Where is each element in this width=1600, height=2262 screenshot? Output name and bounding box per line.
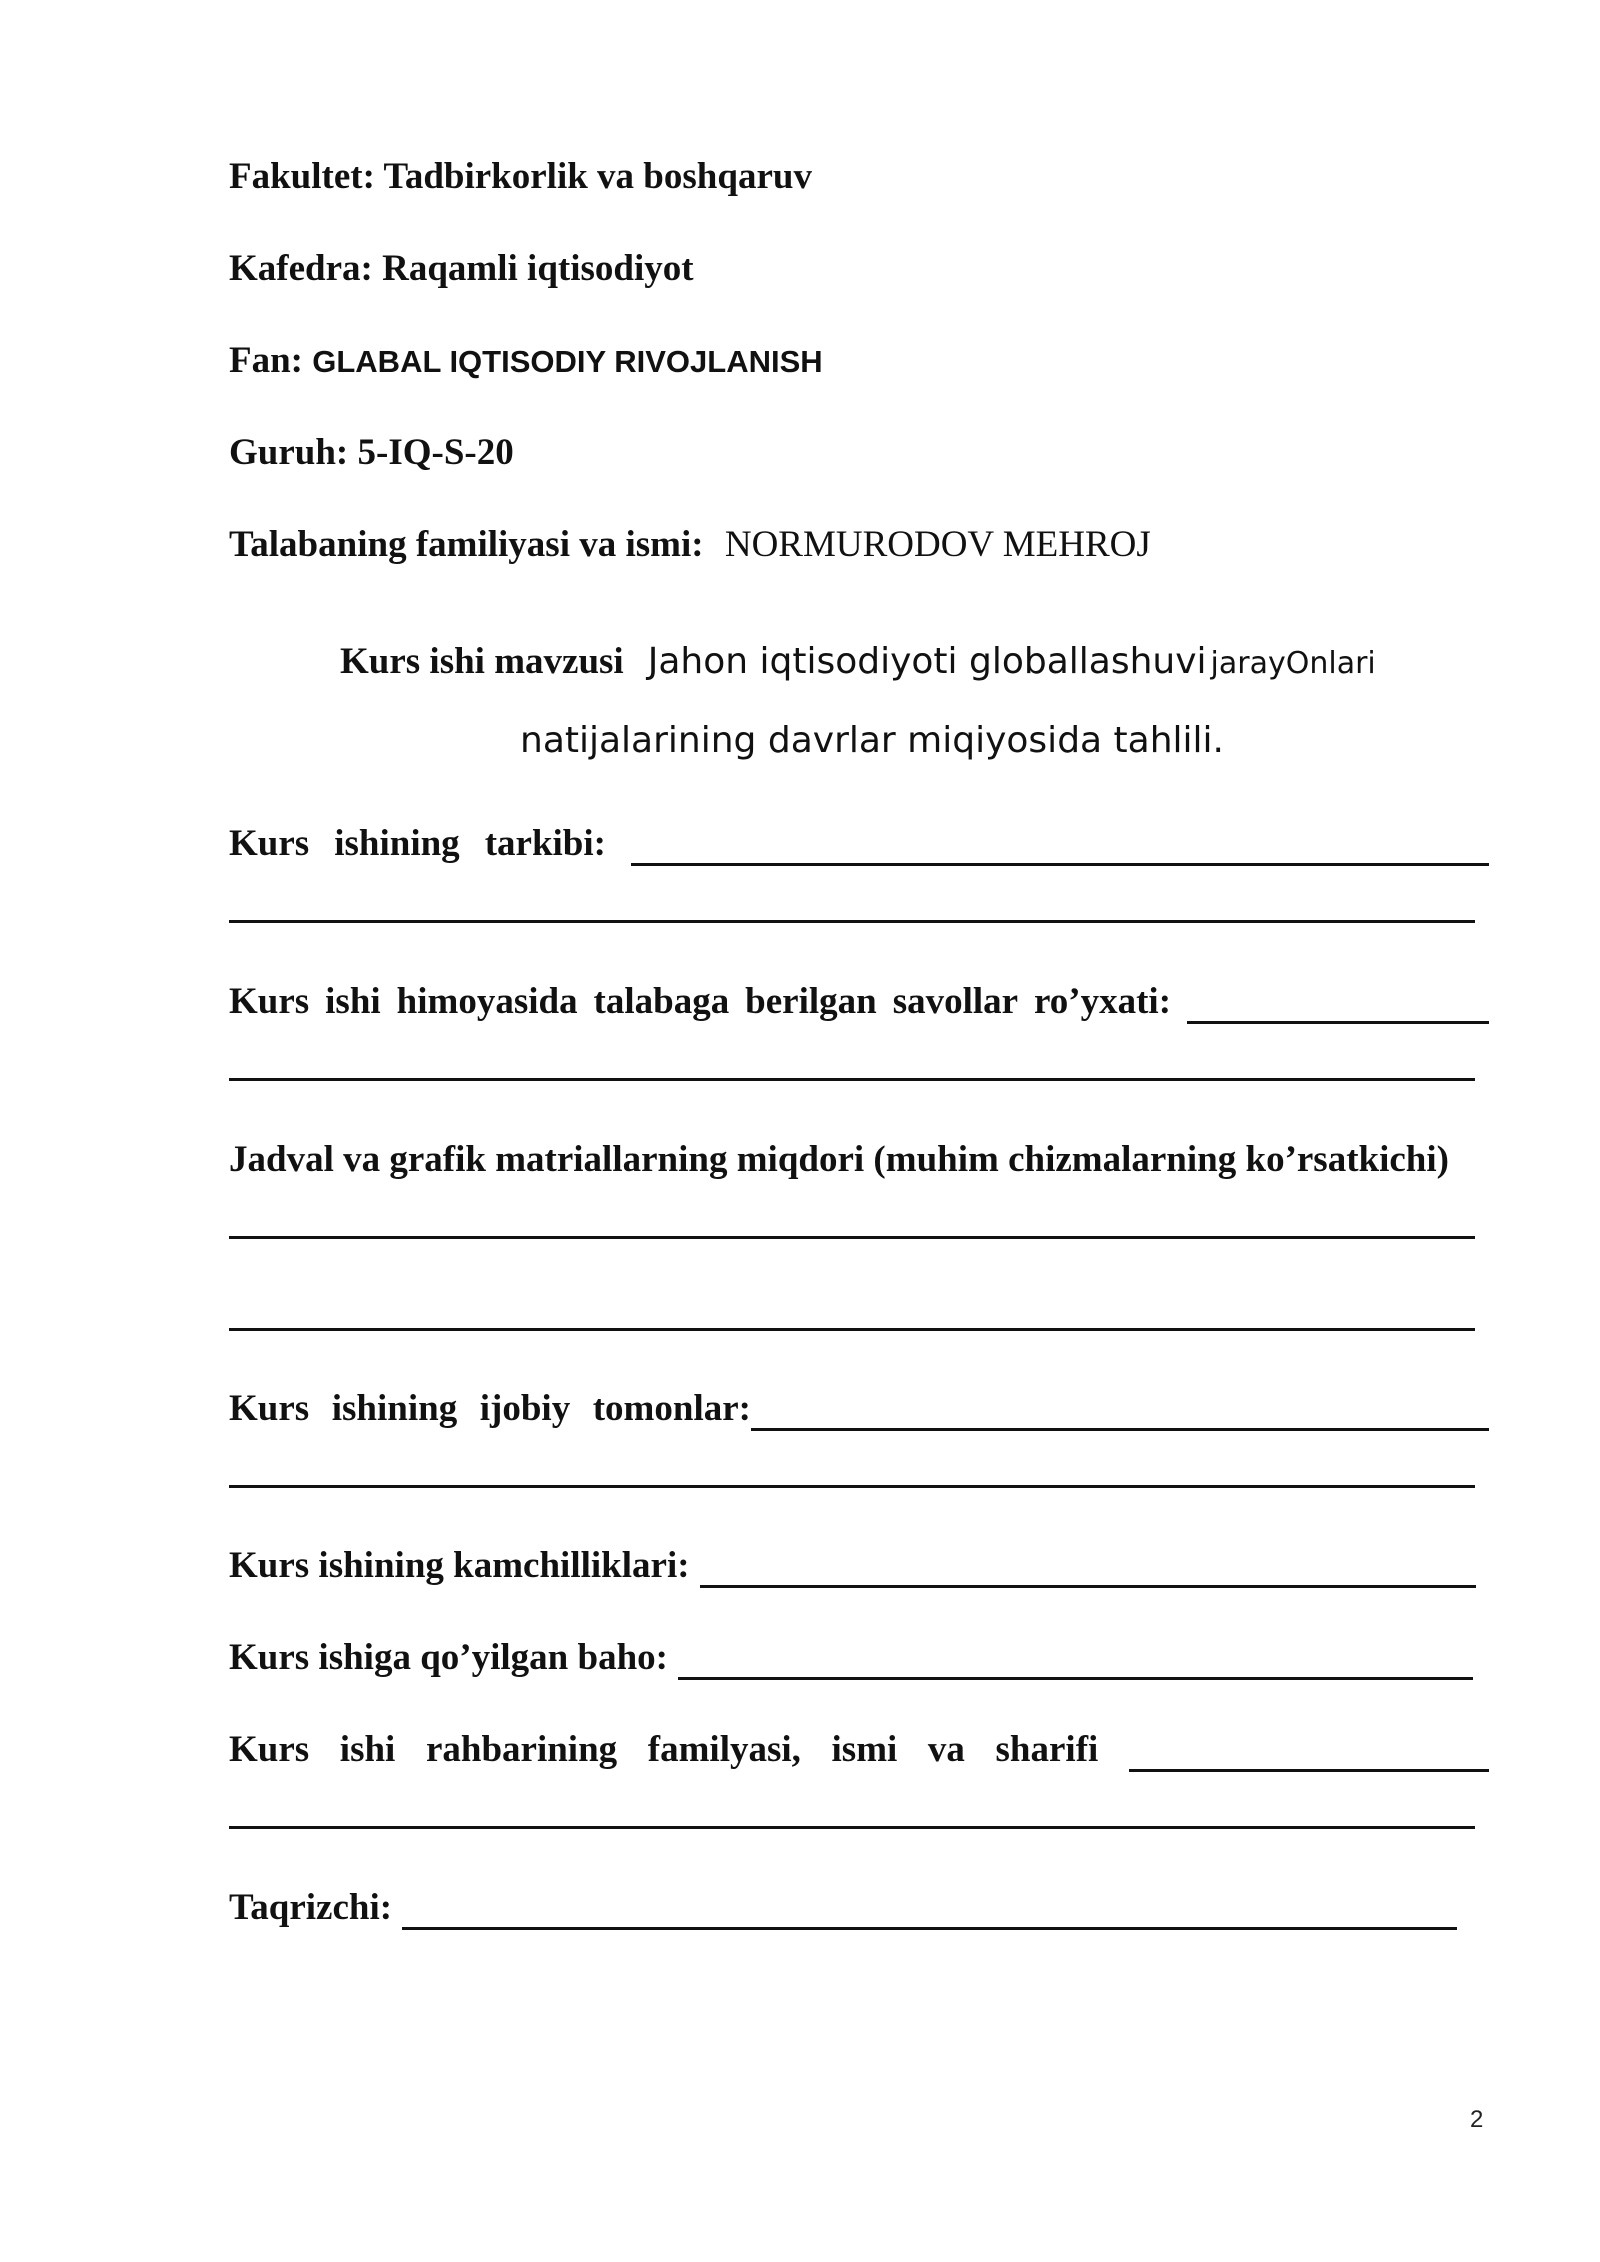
savollar-word-3: himoyasida xyxy=(396,981,578,1022)
tarkibi-blank-2 xyxy=(229,920,1475,923)
rahbar-blank xyxy=(1129,1769,1489,1772)
talaba-value: NORMURODOV MEHROJ xyxy=(724,524,1151,565)
ijobiy-word-4: tomonlar: xyxy=(592,1388,751,1429)
savollar-blank-2 xyxy=(229,1078,1475,1081)
baho-blank xyxy=(678,1677,1473,1680)
baho-label: Kurs ishiga qo’yilgan baho: xyxy=(229,1637,668,1678)
guruh-line xyxy=(229,434,514,471)
savollar-blank xyxy=(1187,1021,1489,1024)
kamchilliklari-label: Kurs ishining kamchilliklari: xyxy=(229,1545,690,1586)
ijobiy-blank xyxy=(751,1428,1489,1431)
jadval-blank-2 xyxy=(229,1328,1475,1331)
kamchilliklari-line xyxy=(229,1547,1476,1584)
kafedra-value: Raqamli iqtisodiyot xyxy=(382,248,694,289)
rahbar-word-7: sharifi xyxy=(995,1729,1099,1770)
ijobiy-word-2: ishining xyxy=(331,1388,458,1429)
guruh-label: Guruh: xyxy=(229,432,349,473)
topic-text-1: Jahon iqtisodiyoti globallashuvi xyxy=(647,641,1207,682)
rahbar-line xyxy=(229,1731,1489,1768)
page-number: 2 xyxy=(1470,2106,1484,2133)
rahbar-blank-2 xyxy=(229,1826,1475,1829)
rahbar-word-4: familyasi, xyxy=(647,1729,801,1770)
rahbar-word-3: rahbarining xyxy=(425,1729,618,1770)
talaba-line xyxy=(229,526,1151,563)
topic-line-1 xyxy=(340,643,1380,680)
guruh-value: 5-IQ-S-20 xyxy=(357,432,514,473)
ijobiy-line xyxy=(229,1390,1489,1427)
savollar-line xyxy=(229,983,1489,1020)
taqrizchi-label: Taqrizchi: xyxy=(229,1887,393,1928)
fakultet-label: Fakultet: xyxy=(229,156,375,197)
tarkibi-word-2: ishining xyxy=(334,823,460,864)
talaba-label: Talabaning familiyasi va ismi: xyxy=(229,524,704,565)
fakultet-value: Tadbirkorlik va boshqaruv xyxy=(383,156,812,197)
topic-label: Kurs ishi mavzusi xyxy=(340,641,624,682)
topic-text-1-small: jarayOnlari xyxy=(1210,646,1376,681)
rahbar-word-5: ismi xyxy=(831,1729,898,1770)
rahbar-word-1: Kurs xyxy=(229,1729,310,1770)
jadval-line: Jadval va grafik matriallarning miqdori (muhim chizmalarning ko’rsatkichi) xyxy=(229,1139,1449,1180)
kafedra-label: Kafedra: xyxy=(229,248,373,289)
ijobiy-blank-2 xyxy=(229,1485,1475,1488)
kamchilliklari-blank xyxy=(700,1585,1476,1588)
jadval-blank-1 xyxy=(229,1236,1475,1239)
tarkibi-line xyxy=(229,825,1489,862)
kafedra-line xyxy=(229,250,694,287)
fan-value: GLABAL IQTISODIY RIVOJLANISH xyxy=(312,344,823,379)
savollar-word-6: savollar xyxy=(892,981,1019,1022)
rahbar-word-2: ishi xyxy=(339,1729,396,1770)
tarkibi-word-1: Kurs xyxy=(229,823,310,864)
savollar-word-7: ro’yxati: xyxy=(1034,981,1172,1022)
fakultet-line xyxy=(229,158,812,195)
savollar-word-1: Kurs xyxy=(229,981,310,1022)
tarkibi-blank xyxy=(631,863,1489,866)
taqrizchi-line xyxy=(229,1889,1457,1926)
ijobiy-word-3: ijobiy xyxy=(479,1388,571,1429)
savollar-word-5: berilgan xyxy=(745,981,877,1022)
fan-label: Fan: xyxy=(229,340,303,381)
savollar-word-2: ishi xyxy=(325,981,381,1022)
fan-line xyxy=(229,342,823,379)
ijobiy-word-1: Kurs xyxy=(229,1388,310,1429)
topic-text-2: natijalarining davrlar miqiyosida tahlili. xyxy=(520,720,1224,761)
ijobiy-tail xyxy=(593,1390,1489,1427)
taqrizchi-blank xyxy=(402,1927,1457,1930)
tarkibi-word-3: tarkibi: xyxy=(484,823,606,864)
savollar-word-4: talabaga xyxy=(593,981,730,1022)
baho-line xyxy=(229,1639,1473,1676)
rahbar-word-6: va xyxy=(927,1729,965,1770)
